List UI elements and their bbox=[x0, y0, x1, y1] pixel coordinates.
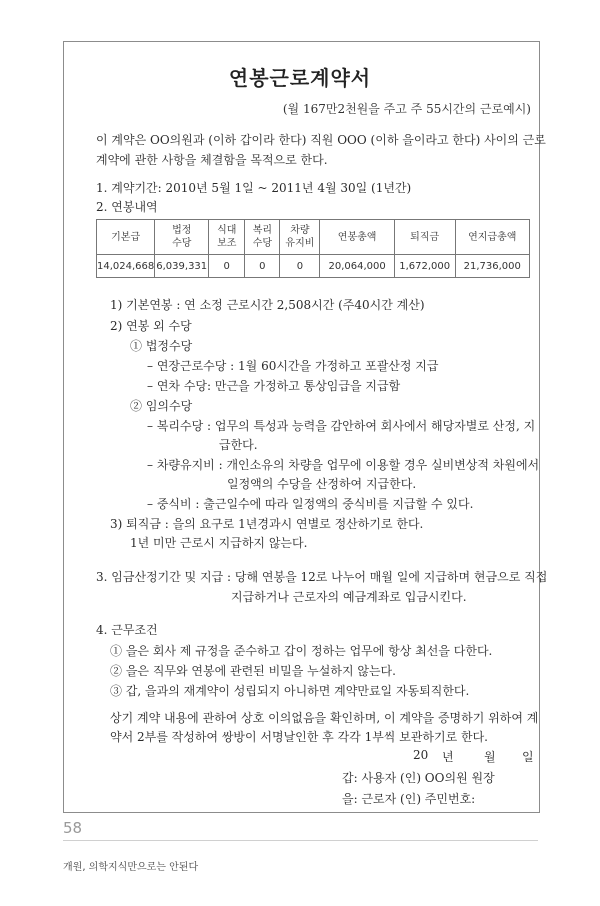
col-header-welfare-allowance: 복리 수당 bbox=[245, 220, 280, 255]
condition-2: ② 을은 직무와 연봉에 관련된 비밀을 누설하지 않는다. bbox=[110, 664, 396, 678]
note-vehicle-allowance-line-2: 일정액의 수당을 산정하여 지급한다. bbox=[227, 477, 417, 491]
date-month-unit: 월 bbox=[484, 750, 496, 764]
cell-annual-total: 20,064,000 bbox=[320, 255, 394, 278]
cell-meal-allowance: 0 bbox=[209, 255, 245, 278]
section-salary-heading: 2. 연봉내역 bbox=[96, 200, 158, 214]
employer-signature: 갑: 사용자 (인) OO의원 원장 bbox=[342, 771, 495, 785]
employee-signature: 을: 근로자 (인) 주민번호: bbox=[342, 792, 476, 806]
col-header-meal-allowance: 식대 보조 bbox=[209, 220, 245, 255]
col-header-annual-payment-total: 연지급총액 bbox=[455, 220, 529, 255]
page-number: 58 bbox=[63, 819, 83, 837]
condition-1: ① 을은 회사 제 규정을 준수하고 갑이 정하는 업무에 항상 최선을 다한다. bbox=[110, 644, 493, 658]
note-lunch-allowance: – 중식비 : 출근일수에 따라 일정액의 중식비를 지급할 수 있다. bbox=[147, 497, 474, 511]
col-header-annual-total: 연봉총액 bbox=[320, 220, 394, 255]
footer-divider bbox=[63, 840, 538, 841]
date-year-unit: 년 bbox=[442, 750, 454, 764]
note-optional-allowance: ② 임의수당 bbox=[130, 399, 193, 413]
condition-3: ③ 갑, 을과의 재계약이 성립되지 아니하면 계약만료일 자동퇴직한다. bbox=[110, 684, 470, 698]
intro-line-2: 계약에 관한 사항을 체결함을 목적으로 한다. bbox=[96, 153, 328, 167]
intro-line-1: 이 계약은 OO의원과 (이하 갑이라 한다) 직원 OOO (이하 을이라고 한다) 사이의 근로 bbox=[96, 133, 546, 147]
note-welfare-allowance-line-2: 급한다. bbox=[219, 438, 258, 452]
section-work-conditions: 4. 근무조건 bbox=[96, 623, 158, 637]
running-footer: 개원, 의학지식만으로는 안된다 bbox=[63, 862, 199, 873]
date-day-unit: 일 bbox=[522, 750, 534, 764]
section-wage-period-line-2: 지급하거나 근로자의 예금계좌로 입금시킨다. bbox=[231, 590, 467, 604]
cell-legal-allowance: 6,039,331 bbox=[155, 255, 209, 278]
cell-vehicle-allowance: 0 bbox=[280, 255, 320, 278]
col-header-vehicle-allowance: 차량 유지비 bbox=[280, 220, 320, 255]
cell-severance: 1,672,000 bbox=[394, 255, 455, 278]
note-vehicle-allowance-line-1: – 차량유지비 : 개인소유의 차량을 업무에 이용할 경우 실비변상적 차원에서 bbox=[147, 458, 540, 472]
closing-line-2: 약서 2부를 작성하여 쌍방이 서명날인한 후 각각 1부씩 보관하기로 한다. bbox=[110, 730, 488, 744]
document-title: 연봉근로계약서 bbox=[228, 66, 372, 90]
note-base-salary: 1) 기본연봉 : 연 소정 근로시간 2,508시간 (주40시간 계산) bbox=[110, 298, 425, 312]
cell-base-salary: 14,024,668 bbox=[97, 255, 155, 278]
note-overtime-allowance: – 연장근로수당 : 1월 60시간을 가정하고 포괄산정 지급 bbox=[147, 359, 439, 373]
cell-annual-payment-total: 21,736,000 bbox=[455, 255, 529, 278]
cell-welfare-allowance: 0 bbox=[245, 255, 280, 278]
salary-table-header-row bbox=[97, 220, 530, 255]
note-extra-allowance: 2) 연봉 외 수당 bbox=[110, 319, 192, 333]
date-year: 20 bbox=[413, 748, 429, 762]
document-subtitle: (월 167만2천원을 주고 주 55시간의 근로예시) bbox=[282, 102, 531, 116]
note-severance-line-2: 1년 미만 근로시 지급하지 않는다. bbox=[130, 536, 308, 550]
salary-table-value-row bbox=[97, 255, 530, 278]
col-header-severance: 퇴직금 bbox=[394, 220, 455, 255]
section-contract-period: 1. 계약기간: 2010년 5월 1일 ~ 2011년 4월 30일 (1년간) bbox=[96, 181, 412, 195]
note-welfare-allowance-line-1: – 복리수당 : 업무의 특성과 능력을 감안하여 회사에서 해당자별로 산정, 지 bbox=[147, 419, 536, 433]
note-legal-allowance: ① 법정수당 bbox=[130, 339, 193, 353]
col-header-legal-allowance: 법정 수당 bbox=[155, 220, 209, 255]
note-annual-leave-allowance: – 연차 수당: 만근을 가정하고 통상임급을 지급함 bbox=[147, 379, 401, 393]
section-wage-period-line-1: 3. 임금산정기간 및 지급 : 당해 연봉을 12로 나누어 매월 일에 지급하며 현금으로 직접 bbox=[96, 570, 548, 584]
salary-table bbox=[96, 219, 530, 278]
closing-line-1: 상기 계약 내용에 관하여 상호 이의없음을 확인하며, 이 계약을 증명하기 위하여 계 bbox=[110, 711, 539, 725]
col-header-base-salary: 기본급 bbox=[97, 220, 155, 255]
note-severance-line-1: 3) 퇴직금 : 을의 요구로 1년경과시 연별로 정산하기로 한다. bbox=[110, 517, 424, 531]
